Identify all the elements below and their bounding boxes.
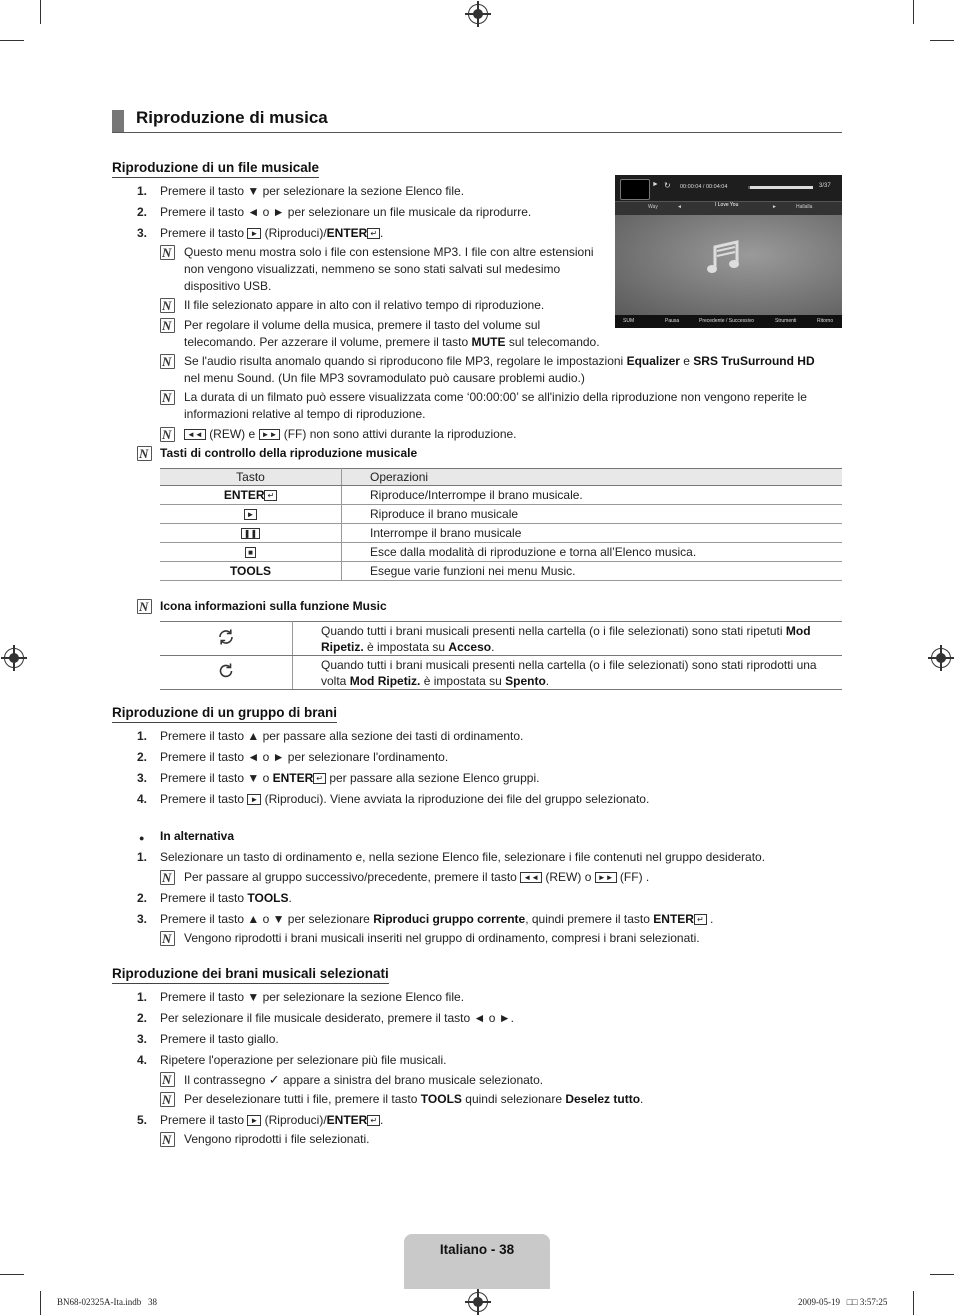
enter-key-icon: ↵ [264, 490, 277, 501]
play-key-icon: ► [247, 794, 261, 805]
step-text: Premere il tasto ◄ o ► per selezionare un file musicale da riprodurre. [160, 205, 532, 219]
page-number: Italiano - 38 [439, 1242, 515, 1257]
step-number: 3. [137, 226, 148, 240]
step-text: Per selezionare il file musicale desiderato, premere il tasto ◄ o ►. [160, 1011, 514, 1025]
section-heading: Riproduzione di un file musicale [112, 160, 319, 178]
controls-heading: Tasti di controllo della riproduzione musicale [160, 446, 418, 460]
info-table [160, 621, 842, 690]
step-number: 1. [137, 850, 148, 864]
table-row: ENTER ↵ Riproduce/Interrompe il brano musicale. [160, 486, 842, 505]
step-text: Premere il tasto giallo. [160, 1032, 279, 1046]
table-row: ■ Esce dalla modalità di riproduzione e torna all’Elenco musica. [160, 543, 842, 562]
alt-heading: In alternativa [160, 829, 235, 843]
step-text: Premere il tasto ► (Riproduci)/ENTER ↵ . [160, 1113, 384, 1127]
play-key-icon: ► [244, 509, 258, 520]
enter-key-icon: ↵ [313, 773, 326, 784]
play-time: 00:00:04 / 00:04:04 [680, 184, 728, 190]
page-title [112, 106, 842, 133]
step-number: 3. [137, 912, 148, 926]
note-text: Il contrassegno ✓ appare a sinistra del brano musicale selezionato. [184, 1072, 544, 1087]
music-note-icon [703, 237, 745, 279]
step-text: Premere il tasto ◄ o ► per selezionare l'ordinamento. [160, 750, 449, 764]
step-text: Premere il tasto ► (Riproduci)/ENTER ↵ . [160, 226, 384, 240]
next-track: Hallalla [796, 204, 813, 210]
registration-mark-icon [468, 4, 488, 24]
pause-key-icon: ❚❚ [241, 528, 260, 539]
music-player-screenshot [615, 175, 842, 328]
note-icon [161, 1093, 174, 1106]
tools-label: Strumenti [775, 318, 797, 324]
step-text: Premere il tasto ▼ o ENTER ↵ per passare alla sezione Elenco gruppi. [160, 771, 540, 785]
prev-next-label: Precedente / Successivo [699, 318, 755, 324]
table-row: ► Riproduce il brano musicale [160, 505, 842, 524]
section-heading: Riproduzione di un gruppo di brani [112, 705, 337, 723]
note-icon [161, 355, 174, 368]
rew-key-icon: ◄◄ [520, 872, 542, 883]
ff-key-icon: ►► [595, 872, 617, 883]
note-icon [161, 932, 174, 945]
registration-mark-icon [4, 648, 24, 668]
step-text: Premere il tasto TOOLS. [160, 891, 292, 905]
step-number: 1. [137, 184, 148, 198]
step-number: 4. [137, 792, 148, 806]
step-number: 3. [137, 1032, 148, 1046]
title-bar [112, 110, 124, 132]
note-icon [161, 428, 174, 441]
enter-key-icon: ↵ [367, 1115, 380, 1126]
note-text: Per regolare il volume della musica, premere il tasto del volume sul [184, 318, 541, 332]
play-key-icon: ► [247, 1115, 261, 1126]
table-header: Tasto [160, 469, 342, 486]
left-arrow-icon: ◄ [677, 204, 682, 210]
note-icon [161, 319, 174, 332]
progress-fill [748, 186, 750, 189]
note-text: nel menu Sound. (Un file MP3 sovramodulato può causare problemi audio.) [184, 371, 585, 385]
return-label: Ritorno [817, 318, 834, 324]
ff-key-icon: ►► [259, 429, 281, 440]
note-text: non vengono visualizzati, nemmeno se sono stati salvati sul medesimo [184, 262, 561, 276]
step-text: Premere il tasto ▲ per passare alla sezione dei tasti di ordinamento. [160, 729, 524, 743]
step-text: Ripetere l'operazione per selezionare più file musicali. [160, 1053, 447, 1067]
track-count: 3/37 [819, 183, 831, 189]
right-arrow-icon: ► [772, 204, 777, 210]
repeat-icon: ↻ [664, 181, 671, 190]
progress-bar [748, 186, 813, 189]
repeat-once-icon [160, 656, 293, 690]
note-text: informazioni relative al tempo di riproduzione. [184, 407, 426, 421]
info-heading: Icona informazioni sulla funzione Music [160, 599, 387, 613]
controls-table [160, 468, 842, 581]
page-title-text: Riproduzione di musica [136, 108, 328, 127]
play-icon: ► [652, 181, 659, 188]
step-number: 1. [137, 729, 148, 743]
step-text: Premere il tasto ▼ per selezionare la sezione Elenco file. [160, 990, 465, 1004]
note-text: Se l'audio risulta anomalo quando si riproducono file MP3, regolare le impostazioni Equalizer e SRS TruSurround HD [184, 354, 815, 368]
rew-key-icon: ◄◄ [184, 429, 206, 440]
note-icon [161, 1133, 174, 1146]
note-text: La durata di un filmato può essere visualizzata come ‘00:00:00’ se all'inizio della riproduzione non vengono reperite le [184, 390, 807, 404]
step-number: 4. [137, 1053, 148, 1067]
table-row: TOOLS Esegue varie funzioni nei menu Music. [160, 562, 842, 581]
note-icon [138, 600, 151, 613]
registration-mark-icon [931, 648, 951, 668]
note-text: ◄◄ (REW) e ►► (FF) non sono attivi durante la riproduzione. [184, 426, 517, 443]
step-text: Premere il tasto ▼ per selezionare la sezione Elenco file. [160, 184, 465, 198]
note-icon [161, 1073, 174, 1086]
step-number: 5. [137, 1113, 148, 1127]
step-number: 3. [137, 771, 148, 785]
disc-icon [620, 179, 650, 200]
repeat-all-icon [160, 622, 293, 656]
page-number-tab [404, 1234, 550, 1289]
current-track: I Love You [715, 202, 739, 208]
note-text: Vengono riprodotti i file selezionati. [184, 1132, 370, 1146]
prev-track: Way [648, 204, 658, 210]
note-text: Vengono riprodotti i brani musicali inseriti nel gruppo di ordinamento, compresi i brani selezionati. [184, 931, 700, 945]
checkmark-icon: ✓ [268, 1072, 280, 1087]
note-text: telecomando. Per azzerare il volume, premere il tasto MUTE sul telecomando. [184, 335, 600, 349]
table-row: Quando tutti i brani musicali presenti nella cartella (o i file selezionati) sono stati riprodotti una volta Mod Ripetiz. è impostata su Spento. [160, 656, 842, 690]
table-header: Operazioni [342, 469, 843, 486]
note-icon [161, 246, 174, 259]
step-number: 2. [137, 891, 148, 905]
sum-label: SUM [623, 318, 635, 324]
note-icon [161, 299, 174, 312]
bullet-icon: ● [139, 833, 145, 843]
registration-mark-icon [468, 1292, 488, 1312]
step-number: 1. [137, 990, 148, 1004]
note-icon [138, 447, 151, 460]
table-row: ❚❚ Interrompe il brano musicale [160, 524, 842, 543]
step-text: Premere il tasto ► (Riproduci). Viene avviata la riproduzione dei file del gruppo selezionato. [160, 792, 650, 806]
table-row: Quando tutti i brani musicali presenti nella cartella (o i file selezionati) sono stati ripetuti Mod Ripetiz. è impostata su Acceso. [160, 622, 842, 656]
footer-date: 2009-05-19 □□ 3:57:25 [798, 1297, 888, 1307]
enter-key-icon: ↵ [367, 228, 380, 239]
note-text: Il file selezionato appare in alto con il relativo tempo di riproduzione. [184, 298, 545, 312]
note-icon [161, 391, 174, 404]
note-text: Per deselezionare tutti i file, premere il tasto TOOLS quindi selezionare Deselez tutto. [184, 1092, 644, 1106]
note-icon [161, 871, 174, 884]
footer-file: BN68-02325A-Ita.indb 38 [57, 1297, 157, 1307]
pause-label: Pausa [665, 318, 680, 324]
step-number: 2. [137, 1011, 148, 1025]
step-number: 2. [137, 750, 148, 764]
note-text: Questo menu mostra solo i file con estensione MP3. I file con altre estensioni [184, 245, 594, 259]
enter-key-icon: ↵ [694, 914, 707, 925]
stop-key-icon: ■ [245, 547, 256, 558]
step-text: Premere il tasto ▲ o ▼ per selezionare Riproduci gruppo corrente, quindi premere il tasto ENTER ↵ . [160, 912, 714, 926]
step-number: 2. [137, 205, 148, 219]
note-text: Per passare al gruppo successivo/precedente, premere il tasto ◄◄ (REW) o ►► (FF) . [184, 870, 650, 884]
note-text: dispositivo USB. [184, 279, 272, 293]
play-key-icon: ► [247, 228, 261, 239]
section-heading: Riproduzione dei brani musicali selezionati [112, 966, 389, 984]
step-text: Selezionare un tasto di ordinamento e, nella sezione Elenco file, selezionare i file contenuti nel gruppo desiderato. [160, 850, 766, 864]
